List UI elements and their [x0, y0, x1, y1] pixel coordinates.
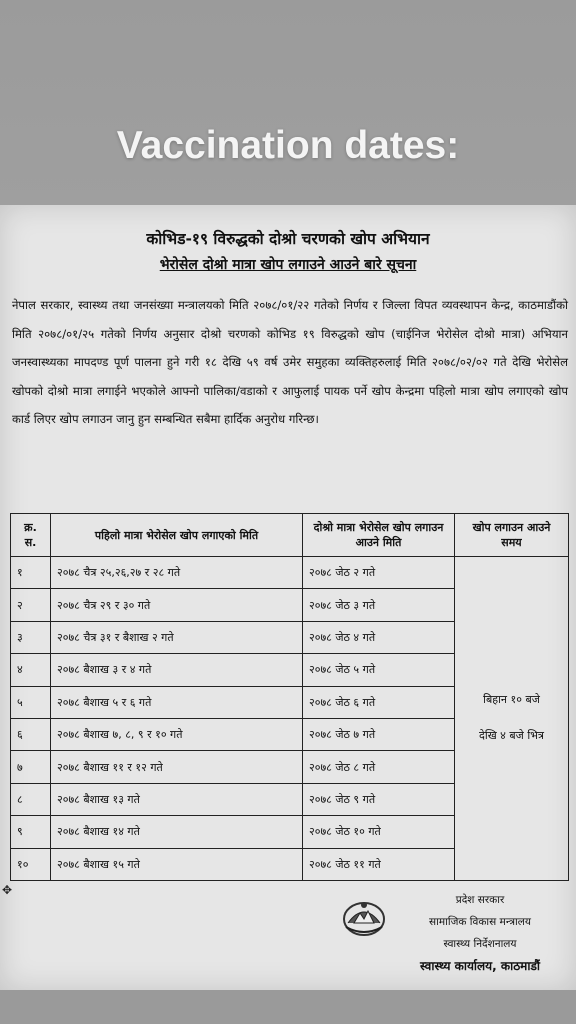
row-sn: ७: [11, 751, 51, 783]
row-first-dose: २०७८ बैशाख ५ र ६ गते: [51, 686, 303, 718]
row-first-dose: २०७८ चैत्र ३१ र बैशाख २ गते: [51, 621, 303, 653]
row-sn: १०: [11, 848, 51, 880]
row-sn: १: [11, 557, 51, 589]
table-header-row: [11, 514, 569, 557]
header-first-dose: पहिलो मात्रा भेरोसेल खोप लगाएको मिति: [51, 514, 303, 557]
row-second-dose: २०७८ जेठ ७ गते: [303, 718, 455, 750]
office-line-3: स्वास्थ्य निर्देशनालय: [443, 938, 517, 950]
row-first-dose: २०७८ बैशाख १४ गते: [51, 816, 303, 848]
time-line-1: बिहान १० बजे: [483, 693, 540, 707]
row-second-dose: २०७८ जेठ ८ गते: [303, 751, 455, 783]
row-sn: ६: [11, 718, 51, 750]
row-second-dose: २०७८ जेठ ५ गते: [303, 654, 455, 686]
office-line-4: स्वास्थ्य कार्यालय, काठमाडौं: [420, 959, 540, 973]
row-second-dose: २०७८ जेठ ९ गते: [303, 783, 455, 815]
row-sn: ५: [11, 686, 51, 718]
row-second-dose: २०७८ जेठ ३ गते: [303, 589, 455, 621]
header-second-dose: दोश्रो मात्रा भेरोसेल खोप लगाउन आउने मिति: [303, 514, 455, 557]
office-line-2: सामाजिक विकास मन्त्रालय: [429, 916, 531, 928]
header-time: खोप लगाउन आउने समय: [455, 514, 569, 557]
row-sn: ४: [11, 654, 51, 686]
row-sn: ९: [11, 816, 51, 848]
header-sn: क्र. स.: [11, 514, 51, 557]
row-sn: २: [11, 589, 51, 621]
row-first-dose: २०७८ बैशाख १३ गते: [51, 783, 303, 815]
row-first-dose: २०७८ चैत्र २९ र ३० गते: [51, 589, 303, 621]
row-first-dose: २०७८ बैशाख ७, ८, ९ र १० गते: [51, 718, 303, 750]
notice-subtitle-text: भेरोसेल दोश्रो मात्रा खोप लगाउने आउने बारे सूचना: [159, 257, 417, 273]
row-second-dose: २०७८ जेठ ११ गते: [303, 848, 455, 880]
notice-title: कोभिड-१९ विरुद्धको दोश्रो चरणको खोप अभियान: [146, 230, 430, 248]
time-line-2: देखि ४ बजे भित्र: [479, 729, 544, 743]
vaccination-schedule-table: [10, 513, 569, 881]
government-emblem-icon: [340, 893, 388, 941]
time-cell: [455, 557, 569, 881]
row-sn: ३: [11, 621, 51, 653]
move-icon[interactable]: ✥: [2, 883, 13, 897]
office-line-1: प्रदेश सरकार: [455, 894, 505, 906]
row-first-dose: २०७८ बैशाख ३ र ४ गते: [51, 654, 303, 686]
table-row: [11, 557, 569, 589]
row-first-dose: २०७८ चैत्र २५,२६,२७ र २८ गते: [51, 557, 303, 589]
row-second-dose: २०७८ जेठ ४ गते: [303, 621, 455, 653]
row-second-dose: २०७८ जेठ ६ गते: [303, 686, 455, 718]
issuing-office-block: [390, 889, 570, 977]
notice-document: [0, 205, 576, 990]
overlay-title: Vaccination dates:: [116, 124, 460, 167]
row-first-dose: २०७८ बैशाख ११ र १२ गते: [51, 751, 303, 783]
row-first-dose: २०७८ बैशाख १५ गते: [51, 848, 303, 880]
row-second-dose: २०७८ जेठ २ गते: [303, 557, 455, 589]
notice-subtitle: [0, 255, 576, 274]
row-sn: ८: [11, 783, 51, 815]
notice-body: नेपाल सरकार, स्वास्थ्य तथा जनसंख्या मन्त्रालयको मिति २०७८/०१/२२ गतेको निर्णय र जिल्ला विपत व्यवस्थापन केन्द्र, काठमाडौंको मिति २०७८/०१/२५ गतेको निर्णय अनुसार दोश्रो चरणको कोभिड १९ विरुद्धको खोप (चाईनिज भेरोसेल दोश्रो मात्रा) अभियान जनस्वास्थ्यका मापदण्ड पूर्ण पालना हुने गरी १८ देखि ५९ वर्ष उमेर समुहका व्यक्तिहरुलाई मिति २०७८/०२/०२ गते देखि भेरोसेल खोपको दोश्रो मात्रा लगाईने भएकोले आफ्नो पालिका/वडाको र आफुलाई पायक पर्ने खोप केन्द्रमा पहिलो मात्रा खोप लगाएको खोप कार्ड लिएर खोप लगाउन जानु हुन सम्बन्धित सबैमा हार्दिक अनुरोध गरिन्छ।: [12, 298, 568, 426]
row-second-dose: २०७८ जेठ १० गते: [303, 816, 455, 848]
